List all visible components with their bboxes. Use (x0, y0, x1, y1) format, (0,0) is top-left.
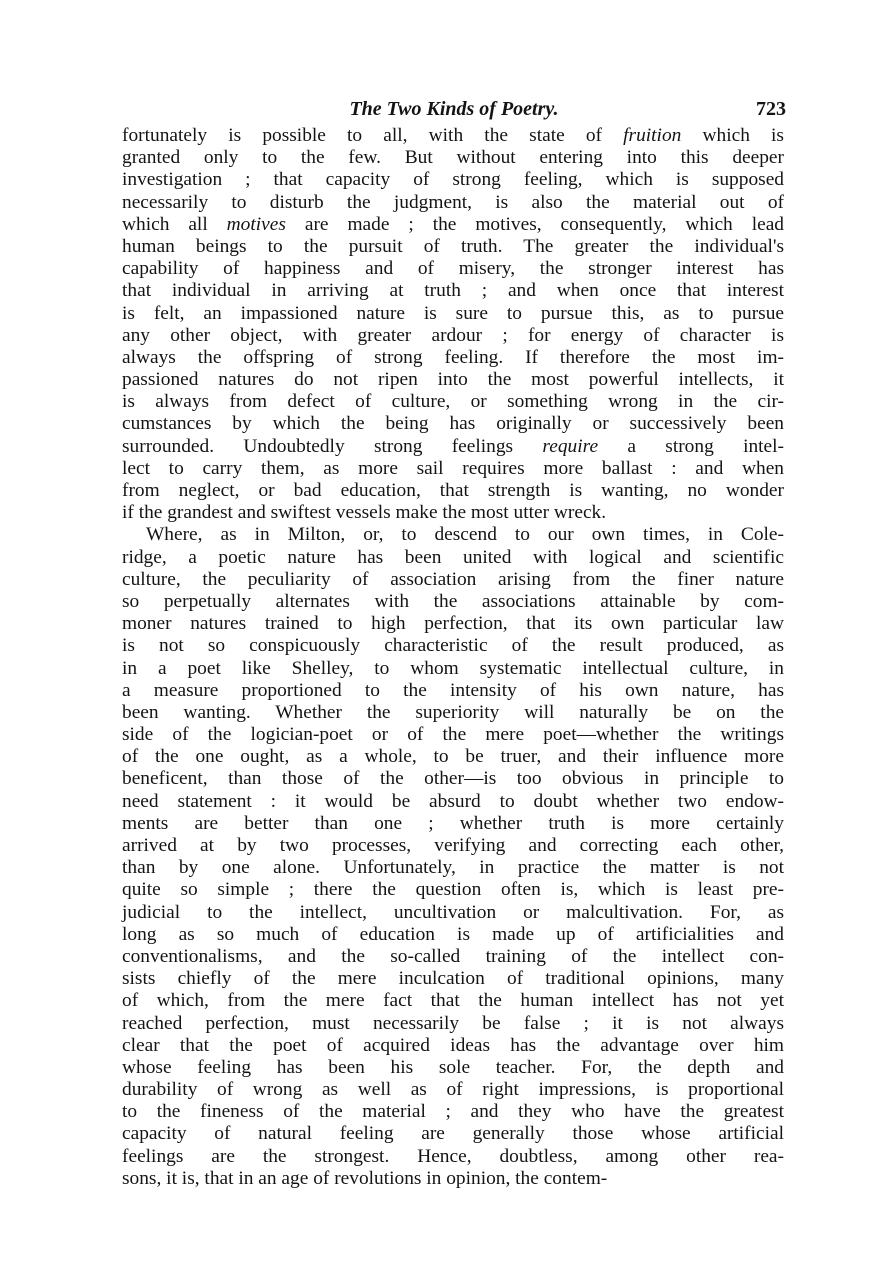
text-segment: Where, as in Milton, or, to descend to our own times, in Cole- (146, 524, 784, 546)
text-segment: to the fineness of the material ; and they who have the greatest (122, 1101, 784, 1123)
text-line (122, 169, 784, 191)
text-line (122, 702, 784, 724)
text-segment: is felt, an impassioned nature is sure to pursue this, as to pursue (122, 302, 784, 324)
text-line (122, 968, 784, 990)
text-segment: is always from defect of culture, or something wrong in the cir- (122, 391, 784, 413)
text-line (122, 147, 784, 169)
text-segment: side of the logician-poet or of the mere poet—whether the writings (122, 724, 784, 746)
text-segment: of the one ought, as a whole, to be truer, and their influence more (122, 746, 784, 768)
text-line (122, 547, 784, 569)
text-segment: culture, the peculiarity of association arising from the finer nature (122, 568, 784, 590)
text-line (122, 391, 784, 413)
text-line (122, 813, 784, 835)
text-line (122, 768, 784, 790)
text-segment: surrounded. Undoubtedly strong feelings (122, 435, 543, 457)
text-segment: a strong intel- (598, 435, 784, 457)
text-line (122, 502, 784, 524)
text-segment: always the offspring of strong feeling. If therefore the most im- (122, 346, 784, 368)
text-line (122, 1123, 784, 1145)
text-segment: sists chiefly of the mere inculcation of traditional opinions, many (122, 968, 784, 990)
text-line (122, 258, 784, 280)
text-segment: arrived at by two processes, verifying and correcting each other, (122, 835, 784, 856)
text-line (122, 658, 784, 680)
text-line (122, 1079, 784, 1101)
text-segment: is not so conspicuously characteristic of the result produced, as (122, 635, 784, 657)
text-line (122, 325, 784, 347)
text-line (122, 902, 784, 924)
text-segment: capability of happiness and of misery, the stronger interest has (122, 258, 784, 280)
text-segment: quite so simple ; there the question often is, which is least pre- (122, 879, 784, 901)
text-segment: long as so much of education is made up of artificialities and (122, 923, 784, 945)
text-line (122, 635, 784, 657)
text-segment: beneficent, than those of the other—is too obvious in principle to (122, 768, 784, 790)
text-line (122, 436, 784, 458)
text-line (122, 1013, 784, 1035)
text-segment: granted only to the few. But without entering into this deeper (122, 147, 784, 169)
text-segment: which is (681, 125, 784, 146)
text-line (122, 303, 784, 325)
text-line (122, 347, 784, 369)
text-line (122, 1057, 784, 1079)
page-number: 723 (756, 98, 786, 120)
text-line (122, 835, 784, 857)
text-line (122, 236, 784, 258)
text-line (122, 524, 784, 546)
text-segment: investigation ; that capacity of strong feeling, which is supposed (122, 169, 784, 191)
text-segment: conventionalisms, and the so-called training of the intellect con- (122, 945, 784, 967)
text-line (122, 924, 784, 946)
italic-text: motives (226, 213, 286, 235)
body-text (122, 125, 784, 1190)
text-segment: if the grandest and swiftest vessels make the most utter wreck. (122, 502, 607, 524)
italic-text: fruition (623, 125, 682, 146)
text-segment: been wanting. Whether the superiority will naturally be on the (122, 701, 784, 723)
text-line (122, 613, 784, 635)
text-segment: so perpetually alternates with the associations attainable by com- (122, 590, 784, 612)
text-segment: from neglect, or bad education, that strength is wanting, no wonder (122, 480, 784, 501)
text-segment: that individual in arriving at truth ; and when once that interest (122, 280, 784, 302)
text-segment: fortunately is possible to all, with the state of (122, 125, 624, 146)
text-segment: sons, it is, that in an age of revolutions in opinion, the contem- (122, 1167, 608, 1189)
text-line (122, 280, 784, 302)
text-segment: lect to carry them, as more sail requires more ballast : and when (122, 457, 784, 479)
text-segment: than by one alone. Unfortunately, in practice the matter is not (122, 857, 784, 879)
text-line (122, 214, 784, 236)
text-segment: whose feeling has been his sole teacher. For, the depth and (122, 1056, 784, 1078)
text-segment: judicial to the intellect, uncultivation or malcultivation. For, as (122, 901, 784, 923)
text-segment: moner natures trained to high perfection, that its own particular law (122, 613, 784, 635)
text-segment: a measure proportioned to the intensity of his own nature, has (122, 679, 784, 701)
text-segment: any other object, with greater ardour ; for energy of character is (122, 324, 784, 346)
text-line (122, 990, 784, 1012)
text-line (122, 458, 784, 480)
text-line (122, 1146, 784, 1168)
text-line (122, 1168, 784, 1190)
text-segment: reached perfection, must necessarily be false ; it is not always (122, 1012, 784, 1034)
text-segment: capacity of natural feeling are generally those whose artificial (122, 1123, 784, 1145)
text-line (122, 480, 784, 502)
text-segment: feelings are the strongest. Hence, doubtless, among other rea- (122, 1145, 784, 1167)
text-segment: clear that the poet of acquired ideas has the advantage over him (122, 1034, 784, 1056)
text-line (122, 946, 784, 968)
text-segment: in a poet like Shelley, to whom systematic intellectual culture, in (122, 657, 784, 679)
text-line (122, 879, 784, 901)
text-segment: are made ; the motives, consequently, which lead (285, 213, 784, 235)
text-line (122, 125, 784, 147)
running-header (122, 98, 786, 124)
text-segment: ments are better than one ; whether truth is more certainly (122, 812, 784, 834)
text-segment: of which, from the mere fact that the human intellect has not yet (122, 990, 784, 1012)
text-line (122, 1101, 784, 1123)
text-segment: cumstances by which the being has originally or successively been (122, 413, 784, 435)
text-line (122, 724, 784, 746)
text-line (122, 569, 784, 591)
text-line (122, 192, 784, 214)
text-line (122, 369, 784, 391)
text-segment: need statement : it would be absurd to doubt whether two endow- (122, 790, 784, 812)
italic-text: require (542, 435, 599, 457)
running-title: The Two Kinds of Poetry. (349, 98, 559, 120)
text-line (122, 857, 784, 879)
text-segment: which all (122, 213, 227, 235)
text-line (122, 746, 784, 768)
text-line (122, 1035, 784, 1057)
text-segment: ridge, a poetic nature has been united with logical and scientific (122, 546, 784, 568)
text-line (122, 680, 784, 702)
text-line (122, 413, 784, 435)
text-segment: passioned natures do not ripen into the most powerful intellects, it (122, 369, 784, 391)
text-line (122, 791, 784, 813)
text-segment: human beings to the pursuit of truth. The greater the individual's (122, 235, 784, 257)
text-segment: durability of wrong as well as of right impressions, is proportional (122, 1079, 784, 1101)
text-line (122, 591, 784, 613)
text-segment: necessarily to disturb the judgment, is also the material out of (122, 191, 784, 213)
